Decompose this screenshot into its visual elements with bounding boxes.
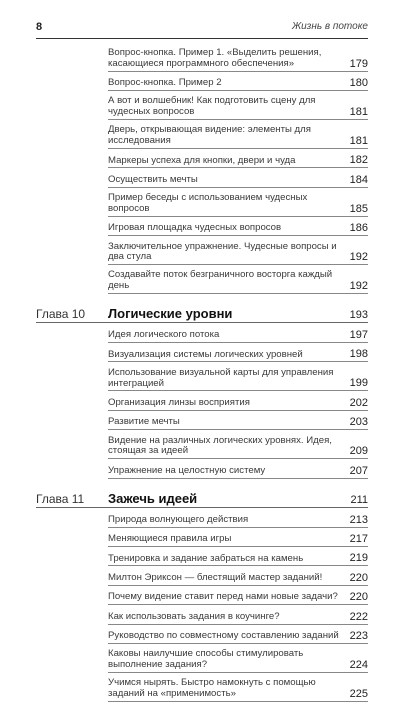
table-of-contents — [36, 47, 368, 700]
toc-entry[interactable] — [108, 678, 368, 702]
toc-entry-title: Игровая площадка чудесных вопросов — [108, 222, 282, 234]
toc-entry-title: Природа волнующего действия — [108, 513, 249, 525]
toc-entry-page-number: 181 — [349, 134, 368, 147]
chapter-page-number: 193 — [349, 309, 368, 322]
toc-entry[interactable] — [108, 174, 368, 188]
toc-entry-title: Осуществить мечты — [108, 173, 198, 185]
toc-entry-page-number: 192 — [349, 280, 368, 293]
toc-entry-title: Милтон Эриксон — блестящий мастер заданий! — [108, 571, 323, 583]
chapter-title: Зажечь идеей — [108, 490, 198, 506]
toc-entry[interactable] — [108, 329, 368, 343]
toc-entry-title: Использование визуальной карты для управления интеграцией — [108, 366, 334, 389]
toc-entry-title: Тренировка и задание забраться на камень — [108, 552, 304, 564]
toc-entry-page-number: 181 — [349, 105, 368, 118]
chapter-title: Логические уровни — [108, 306, 233, 322]
toc-entry-title: Визуализация системы логических уровней — [108, 348, 303, 360]
toc-entry-page-number: 198 — [349, 348, 368, 361]
toc-entry-page-number: 222 — [349, 610, 368, 623]
page-number: 8 — [36, 21, 43, 33]
toc-entry-page-number: 223 — [349, 629, 368, 642]
chapter-label: Глава 11 — [36, 491, 85, 506]
toc-entry-page-number: 225 — [349, 687, 368, 700]
toc-entry-page-number: 203 — [349, 416, 368, 429]
toc-entry-title: Меняющиеся правила игры — [108, 533, 232, 545]
toc-entry-page-number: 182 — [349, 154, 368, 167]
toc-entry[interactable] — [108, 572, 368, 586]
toc-entry-page-number: 186 — [349, 222, 368, 235]
toc-entry[interactable] — [108, 397, 368, 411]
toc-entry-page-number: 224 — [349, 658, 368, 671]
toc-entry-page-number: 219 — [349, 552, 368, 565]
toc-entry[interactable] — [108, 416, 368, 430]
toc-entry[interactable] — [108, 193, 368, 217]
toc-entry-title: Идея логического потока — [108, 329, 220, 341]
toc-entry[interactable] — [108, 630, 368, 644]
toc-entry[interactable] — [108, 270, 368, 294]
toc-entry[interactable] — [108, 48, 368, 72]
toc-entry[interactable] — [108, 591, 368, 605]
toc-entry-title: Вопрос-кнопка. Пример 2 — [108, 77, 222, 89]
toc-entry-page-number: 209 — [349, 445, 368, 458]
toc-entry-page-number: 213 — [349, 513, 368, 526]
toc-entry-page-number: 179 — [349, 57, 368, 70]
chapter-label: Глава 10 — [36, 307, 86, 322]
toc-entry-page-number: 185 — [349, 202, 368, 215]
toc-entry-title: Учимся нырять. Быстро намокнуть с помощью заданий на «применимость» — [108, 677, 316, 700]
toc-entry-page-number: 184 — [349, 173, 368, 186]
toc-entry-title: Заключительное упражнение. Чудесные вопросы и два стула — [108, 240, 337, 263]
toc-entry[interactable] — [108, 222, 368, 236]
toc-entry-page-number: 202 — [349, 396, 368, 409]
toc-entry-page-number: 197 — [349, 329, 368, 342]
toc-entry[interactable] — [108, 77, 368, 91]
book-title: Жизнь в потоке — [291, 21, 368, 32]
toc-entry[interactable] — [108, 649, 368, 673]
toc-entry[interactable] — [108, 368, 368, 392]
toc-entry[interactable] — [108, 611, 368, 625]
toc-entry-title: Организация линзы восприятия — [108, 397, 250, 409]
toc-entry-page-number: 180 — [349, 76, 368, 89]
toc-entry-title: Дверь, открывающая видение: элементы для исследования — [108, 124, 311, 147]
toc-entry-page-number: 192 — [349, 251, 368, 264]
toc-entry-title: Упражнение на целостную систему — [108, 464, 266, 476]
toc-entry[interactable] — [108, 514, 368, 528]
toc-entry-title: Руководство по совместному составлению заданий — [108, 630, 339, 642]
toc-entry-title: Развитие мечты — [108, 416, 180, 428]
toc-entry-page-number: 199 — [349, 377, 368, 390]
chapter-page-number: 211 — [350, 493, 368, 506]
chapter-heading — [36, 307, 368, 323]
toc-entry[interactable] — [108, 348, 368, 362]
toc-entry[interactable] — [108, 533, 368, 547]
toc-entry[interactable] — [108, 436, 368, 460]
chapter-heading — [36, 492, 368, 508]
toc-entry-page-number: 220 — [349, 591, 368, 604]
toc-entry[interactable] — [108, 242, 368, 266]
toc-entry[interactable] — [108, 125, 368, 149]
toc-entry-title: Пример беседы с использованием чудесных вопросов — [108, 192, 308, 214]
running-header — [36, 20, 368, 39]
toc-entry-title: Вопрос-кнопка. Пример 1. «Выделить решения, касающиеся программного обеспечения» — [108, 47, 322, 69]
toc-entry-title: А вот и волшебник! Как подготовить сцену для чудесных вопросов — [108, 95, 316, 118]
toc-entry-title: Создавайте поток безграничного восторга каждый день — [108, 269, 333, 292]
toc-entry-page-number: 207 — [349, 464, 368, 477]
toc-entry[interactable] — [108, 154, 368, 168]
toc-entry-title: Как использовать задания в коучинге? — [108, 610, 280, 622]
toc-entry-page-number: 220 — [349, 571, 368, 584]
toc-entry[interactable] — [108, 96, 368, 120]
toc-entry-title: Почему видение ставит перед нами новые задачи? — [108, 591, 338, 603]
toc-entry-title: Маркеры успеха для кнопки, двери и чуда — [108, 154, 296, 166]
toc-entry-title: Каковы наилучшие способы стимулировать выполнение задания? — [108, 648, 304, 671]
toc-entry-title: Видение на различных логических уровнях. Идея, стоящая за идеей — [108, 434, 332, 457]
toc-entry[interactable] — [108, 552, 368, 566]
toc-entry-page-number: 217 — [349, 533, 368, 545]
toc-entry[interactable] — [108, 465, 368, 479]
